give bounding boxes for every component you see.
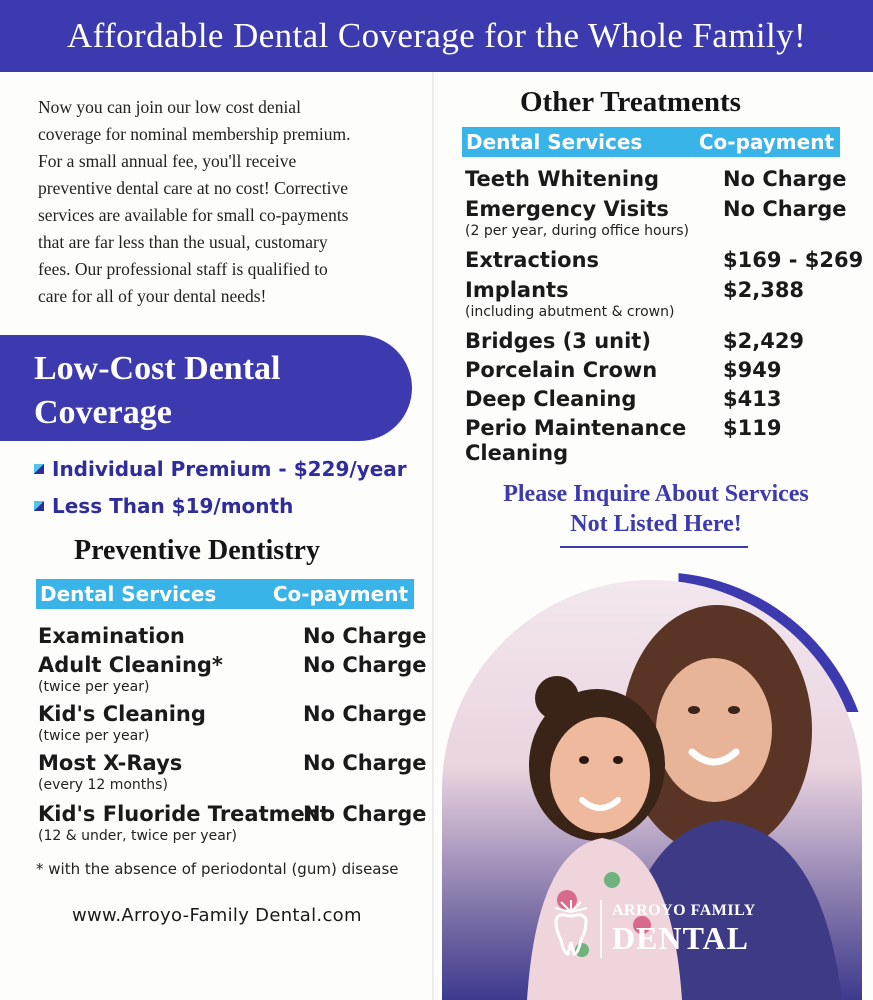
service-name: Extractions	[465, 248, 600, 272]
service-name: Implants	[465, 278, 569, 302]
bullet-item	[34, 450, 424, 487]
low-cost-banner	[0, 335, 412, 441]
service-name: Adult Cleaning*	[38, 653, 223, 677]
low-cost-title	[34, 347, 394, 435]
service-name-continued: Cleaning	[465, 441, 569, 465]
column-header-service: Dental Services	[466, 130, 643, 154]
service-price: $2,388	[723, 278, 805, 302]
intro-line: that are far less than the usual, customary	[38, 232, 328, 252]
preventive-table-header	[36, 579, 414, 609]
service-name: Most X-Rays	[38, 751, 183, 775]
brand-logo	[548, 898, 788, 968]
square-bullet-icon	[34, 464, 44, 474]
tooth-logo-icon	[548, 898, 594, 960]
column-header-copay: Co-payment	[272, 582, 408, 606]
low-cost-title-line: Coverage	[34, 394, 172, 431]
intro-line: coverage for nominal membership premium.	[38, 124, 351, 144]
service-name: Porcelain Crown	[465, 358, 658, 382]
footnote: * with the absence of periodontal (gum) disease	[36, 860, 399, 878]
column-header-copay: Co-payment	[698, 130, 834, 154]
bullet-text: Individual Premium - $229/year	[52, 456, 407, 481]
intro-line: services are available for small co-payments	[38, 205, 349, 225]
intro-line: Now you can join our low cost denial	[38, 97, 301, 117]
service-name: Perio Maintenance	[465, 416, 687, 440]
bullet-item	[34, 487, 424, 524]
fold-divider	[432, 72, 434, 1000]
square-bullet-icon	[34, 501, 44, 511]
service-price: $949	[723, 358, 782, 382]
service-name: Kid's Fluoride Treatment	[38, 802, 330, 826]
service-name: Emergency Visits	[465, 197, 669, 221]
service-name: Bridges (3 unit)	[465, 329, 651, 353]
intro-line: care for all of your dental needs!	[38, 286, 267, 306]
service-price: No Charge	[303, 751, 427, 775]
column-header-service: Dental Services	[40, 582, 217, 606]
service-name: Deep Cleaning	[465, 387, 637, 411]
service-price: No Charge	[303, 624, 427, 648]
service-name: Examination	[38, 624, 185, 648]
service-price: No Charge	[303, 702, 427, 726]
service-name: Kid's Cleaning	[38, 702, 206, 726]
intro-line: preventive dental care at no cost! Corrective	[38, 178, 348, 198]
inquire-notice	[466, 479, 846, 539]
premium-bullets	[34, 450, 424, 524]
inquire-line: Not Listed Here!	[570, 511, 742, 537]
other-table-header	[462, 127, 840, 157]
low-cost-title-line: Low-Cost Dental	[34, 350, 281, 387]
intro-line: For a small annual fee, you'll receive	[38, 151, 297, 171]
service-price: No Charge	[303, 802, 427, 826]
service-note: (twice per year)	[38, 728, 150, 744]
intro-line: fees. Our professional staff is qualified to	[38, 259, 328, 279]
service-price: $169 - $269	[723, 248, 864, 272]
brand-name-small: ARROYO FAMILY	[612, 902, 756, 919]
service-price: No Charge	[303, 653, 427, 677]
service-price: No Charge	[723, 167, 847, 191]
brand-name-big: DENTAL	[612, 920, 749, 956]
page-title: Affordable Dental Coverage for the Whole Family!	[66, 16, 807, 55]
service-name: Teeth Whitening	[465, 167, 660, 191]
service-note: (every 12 months)	[38, 777, 168, 793]
inquire-underline	[560, 546, 748, 548]
inquire-line: Please Inquire About Services	[503, 481, 809, 507]
header-banner	[0, 0, 873, 72]
bullet-text: Less Than $19/month	[52, 493, 294, 518]
other-treatments-title: Other Treatments	[520, 86, 741, 118]
service-note: (including abutment & crown)	[465, 304, 675, 320]
intro-paragraph	[38, 94, 418, 310]
service-note: (twice per year)	[38, 679, 150, 695]
service-price: $2,429	[723, 329, 805, 353]
service-price: $119	[723, 416, 782, 440]
brand-divider	[600, 900, 602, 958]
service-note: (2 per year, during office hours)	[465, 223, 689, 239]
preventive-title: Preventive Dentistry	[74, 535, 320, 566]
website-url[interactable]: www.Arroyo-Family Dental.com	[72, 905, 362, 926]
service-price: $413	[723, 387, 782, 411]
service-note: (12 & under, twice per year)	[38, 828, 237, 844]
service-price: No Charge	[723, 197, 847, 221]
